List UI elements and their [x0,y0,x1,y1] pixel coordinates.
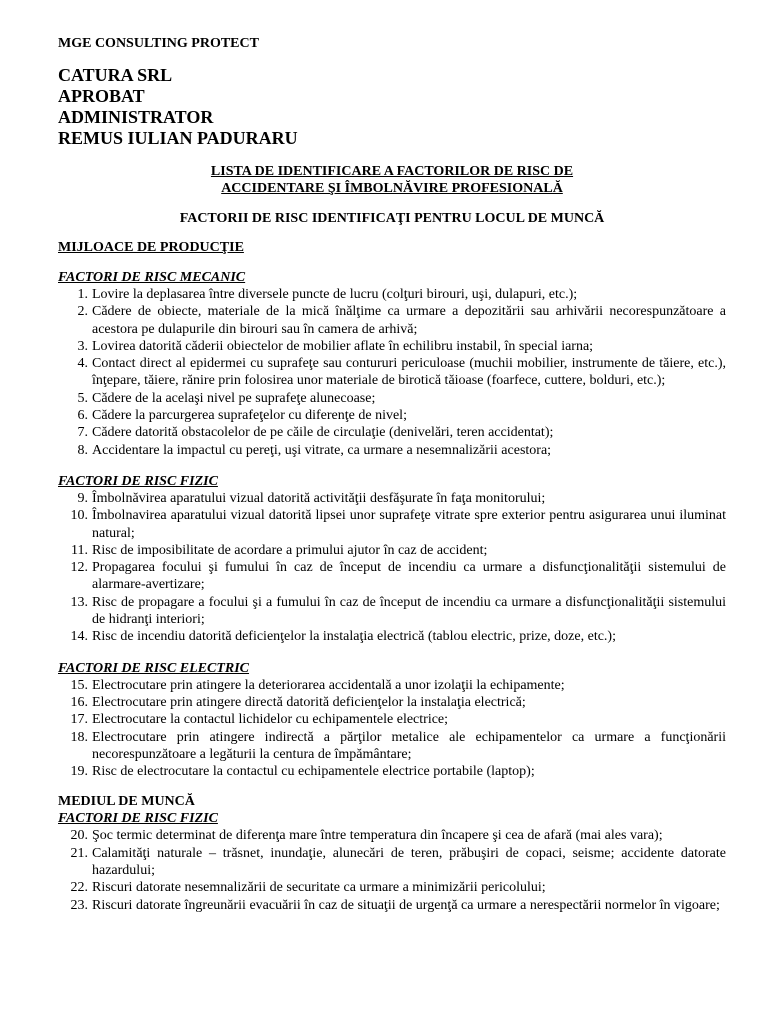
list-item [58,897,726,914]
item-text: Propagarea focului şi fumului în caz de început de incendiu ca urmare a disfuncţionalităţii sistemului de alarmare-avertizare; [92,560,726,593]
section-productie [58,269,726,780]
list-item [58,845,726,880]
document-title-line: LISTA DE IDENTIFICARE A FACTORILOR DE RISC DE [210,164,574,179]
list-item [58,729,726,764]
section-heading-productie: MIJLOACE DE PRODUCŢIE [58,240,244,255]
item-number: 4. [77,356,88,372]
item-text: Lovire la deplasarea între diversele puncte de lucru (colţuri birouri, uşi, dulapuri, etc.); [92,287,578,302]
item-number: 14. [70,629,88,645]
item-number: 23. [70,897,88,913]
item-number: 7. [77,425,88,441]
item-text: Riscuri datorate nesemnalizării de securitate ca urmare a minimizării pericolului; [92,880,546,896]
approval-block [58,65,726,149]
item-number: 22. [70,880,88,896]
risk-category [58,473,726,646]
item-number: 2. [77,304,88,320]
item-text: Risc de incendiu datorită deficienţelor la instalaţia electrică (tablou electric, prize, doze, etc.); [92,629,616,645]
item-text: Lovirea datorită căderii obiectelor de mobilier aflate în echilibru instabil, în special iarna; [92,338,594,354]
section-heading-mediu: MEDIUL DE MUNCĂ [58,794,195,810]
item-text: Riscuri datorate îngreunării evacuării în caz de situaţii de urgenţă ca urmare a nerespectării normelor în vigoare; [92,897,720,913]
item-number: 16. [70,694,88,710]
document-subtitle: FACTORII DE RISC IDENTIFICAŢI PENTRU LOCUL DE MUNCĂ [179,211,605,226]
list-item [58,594,726,629]
item-text: Electrocutare prin atingere indirectă a părţilor metalice ale echipamentelor ca urmare a funcţionării necorespunzătoare a legăturii la centura de împământare; [92,729,726,762]
item-number: 12. [70,560,88,576]
risk-list [58,286,726,459]
item-number: 5. [77,390,88,406]
risk-category-title: FACTORI DE RISC ELECTRIC [58,660,250,676]
list-item [58,694,726,711]
item-number: 11. [71,542,88,558]
risk-list [58,827,726,913]
item-text: Electrocutare prin atingere la deteriorarea accidentală a unor izolaţii la echipamente; [92,677,565,693]
document-title [58,163,726,197]
list-item [58,879,726,896]
risk-list [58,490,726,646]
approval-line: CATURA SRL [58,65,173,85]
section-mediu [58,810,726,913]
item-text: Contact direct al epidermei cu suprafeţe sau contururi periculoase (muchii mobilier, instrumente de tăiere, etc.), înţepare, tăiere, rănire prin folosirea unor materiale de birotică tăioase (foarfece, cuttere, bolduri, etc.); [92,356,726,389]
item-number: 13. [70,594,88,610]
document-title-line: ACCIDENTARE ŞI ÎMBOLNĂVIRE PROFESIONALĂ [221,181,563,196]
document-page [58,36,726,928]
list-item [58,442,726,459]
item-text: Risc de imposibilitate de acordare a primului ajutor în caz de accident; [92,542,488,558]
list-item [58,507,726,542]
item-number: 1. [77,287,88,302]
item-text: Accidentare la impactul cu pereţi, uşi vitrate, ca urmare a nesemnalizării acestora; [92,442,552,458]
list-item [58,390,726,407]
item-number: 17. [70,712,88,728]
list-item [58,711,726,728]
item-text: Risc de electrocutare la contactul cu echipamentele electrice portabile (laptop); [92,764,535,780]
item-text: Şoc termic determinat de diferenţa mare între temperatura din încapere şi cea de afară (mai ales vara); [92,828,663,844]
risk-category [58,660,726,781]
item-number: 15. [70,677,88,693]
item-text: Cădere la parcurgerea suprafeţelor cu diferenţe de nivel; [92,408,407,424]
list-item [58,424,726,441]
item-number: 21. [70,845,88,861]
item-text: Electrocutare prin atingere directă datorită deficienţelor la instalaţia electrică; [92,694,526,710]
risk-category-title: FACTORI DE RISC FIZIC [58,473,218,489]
risk-category [58,810,726,913]
item-number: 10. [70,508,88,524]
list-item [58,559,726,594]
item-number: 6. [77,408,88,424]
list-item [58,338,726,355]
item-text: Cădere datorită obstacolelor de pe căile de circulaţie (denivelări, teren accidentat); [92,425,554,441]
list-item [58,542,726,559]
item-number: 9. [77,490,88,506]
item-text: Cădere de la acelaşi nivel pe suprafeţe alunecoase; [92,390,376,406]
item-number: 3. [77,338,88,354]
company-name: MGE CONSULTING PROTECT [58,36,259,51]
approval-line: APROBAT [58,86,145,106]
approval-line: ADMINISTRATOR [58,107,214,127]
list-item [58,763,726,780]
item-text: Îmbolnăvirea aparatului vizual datorită activităţii desfăşurate în faţa monitorului; [92,490,546,506]
item-text: Cădere de obiecte, materiale de la mică înălţime ca urmare a depozitării sau arhivării necorespunzătoare a acestora pe dulapurile din birouri sau în camera de arhivă; [92,304,726,337]
list-item [58,827,726,844]
list-item [58,407,726,424]
item-text: Calamităţi naturale – trăsnet, inundaţie, alunecări de teren, prăbuşiri de copaci, seisme; accidente datorate hazardului; [92,845,726,879]
risk-category-title: FACTORI DE RISC MECANIC [58,270,246,285]
item-number: 20. [70,828,88,844]
list-item [58,355,726,390]
list-item [58,628,726,645]
item-number: 8. [77,442,88,458]
approval-line: REMUS IULIAN PADURARU [58,128,298,148]
risk-category-title: FACTORI DE RISC FIZIC [58,811,218,827]
list-item [58,286,726,303]
item-number: 19. [70,764,88,780]
item-number: 18. [70,729,88,745]
item-text: Îmbolnavirea aparatului vizual datorită lipsei unor suprafeţe vitrate spre exterior pentru asigurarea unui iluminat natural; [92,508,726,541]
list-item [58,303,726,338]
item-text: Risc de propagare a focului şi a fumului în caz de început de incendiu ca urmare a disfuncţionalităţii sistemului de hidranţi interiori; [92,594,726,628]
risk-list [58,677,726,781]
risk-category [58,269,726,459]
list-item [58,490,726,507]
list-item [58,677,726,694]
item-text: Electrocutare la contactul lichidelor cu echipamentele electrice; [92,712,449,728]
